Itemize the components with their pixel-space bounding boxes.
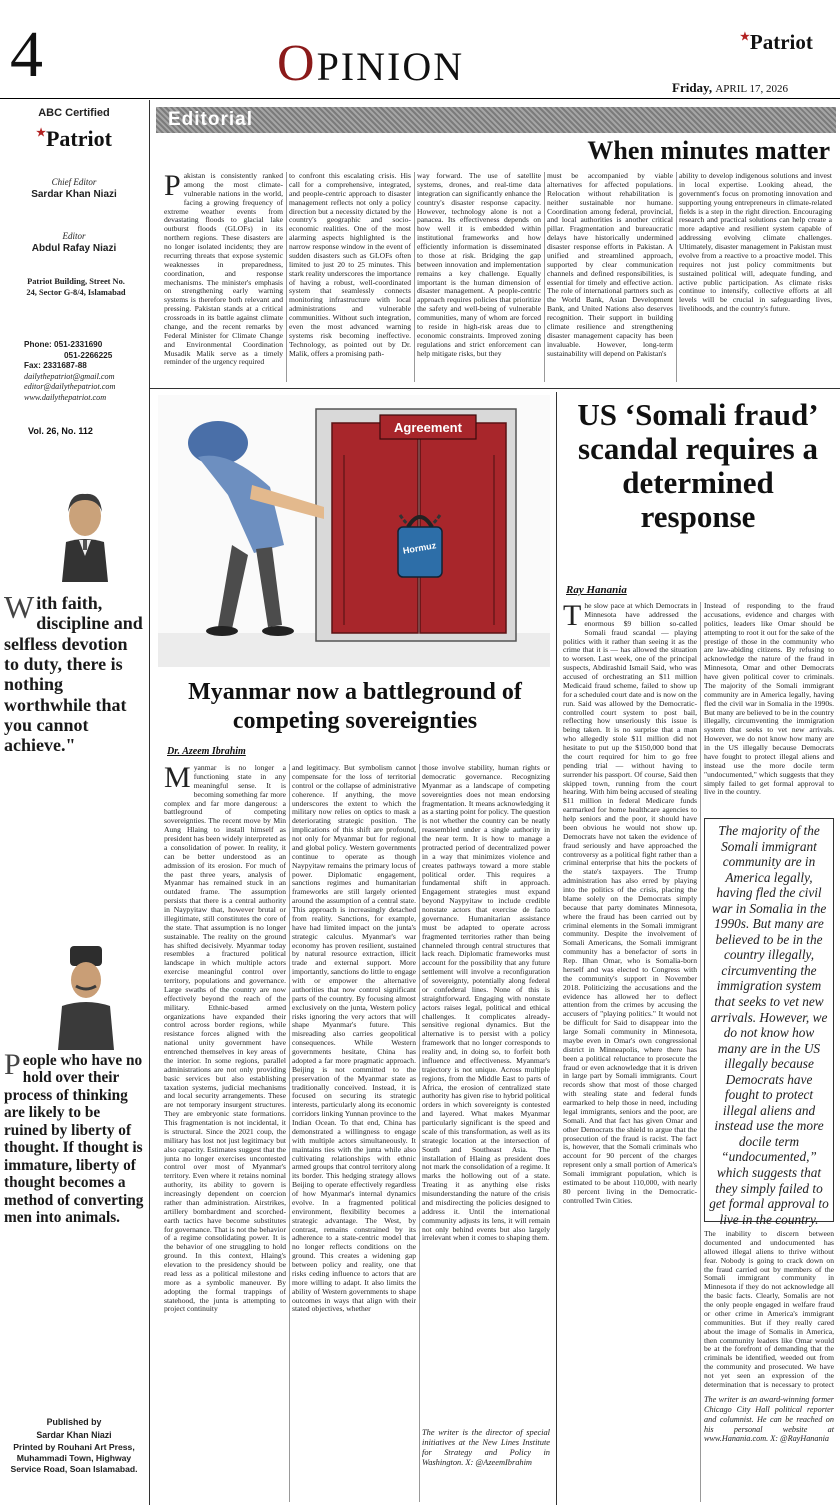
myanmar-col-2: and legitimacy. But symbolism cannot compensate for the loss of territorial control or the collapse of administrative coherence. If anything, the move underscores the extent to which the military now relies on optics to mask a deteriorating strategic position. The implications of this shift are profound, not only for Myanmar but for regional and global policy. Western governments continue to operate as though Naypyitaw remains the primary locus of power. Diplomatic engagement, sanctions regimes and humanitarian frameworks are still largely oriented around the assumption of a central state. This approach is increasingly detached from reality. Sanctions, for example, have had limited impact on the junta's strategic calculus. Myanmar's war economy has proven resilient, sustained by natural resource extraction, illicit trade and external support. More importantly, sanctions do little to engage with or empower the alternative authorities that now control significant parts of the country. By focusing almost exclusively on the junta, Western policy risks ignoring the very actors that will shape Myanmar's future. This misreading also carries geopolitical consequences. While Western governments hesitate, China has adopted a far more pragmatic approach. Beijing is not committed to the preservation of the Myanmar state as traditionally conceived. Instead, it is focused on securing its strategic interests, particularly along its economic corridors linking Yunnan province to the Indian Ocean. To that end, China has demonstrated a willingness to engage with multiple actors simultaneously. It maintains ties with the junta while also cultivating relationships with ethnic armed groups that control territory along its border. This hedging strategy allows Beijing to operate effectively regardless of how Myanmar's internal dynamics evolve. In a fragmented political environment, flexibility becomes a strategic advantage. The West, by contrast, remains constrained by its adherence to a state-centric model that no longer reflects conditions on the ground. This creates a widening gap between policy and reality, one that risks ceding influence to actors that are more willing to adapt. It also limits the ability of Western governments to shape outcomes in ways that align with their stated objectives, whether	[292, 764, 416, 1314]
somali-pullquote: The majority of the Somali immigrant community are in America legally, having fled the civil war in Somalia in the 1990s. But many are believed to be in the country illegally, circumventing the immigration system that seeks to vet new arrivals. However, we do not know how many are in the US illegally because Democrats have fought to protect illegal aliens and instead use the more docile term “undocumented,” which suggests that they simply failed to get formal approval to live in the country.	[704, 818, 834, 1222]
somali-author-note: The writer is an award-winning former Chicago City Hall political reporter and columnist. He can be reached on his personal website at www.Hanania.com. X: @RayHanania	[704, 1395, 834, 1444]
fax: Fax: 2331687-88	[24, 361, 87, 370]
editorial-col-3: way forward. The use of satellite systems, drones, and real-time data integration can significantly enhance the country's disaster response capacity. However, technology alone is not a panacea. Its effectiveness depends on how well it is embedded within institutional frameworks and how efficiently information is disseminated to those at risk. Bridging the gap between innovation and implementation remains a key challenge. Equally important is the human dimension of disaster management. A people-centric approach requires policies that prioritize the safety and well-being of vulnerable communities, many of whom are forced to reside in high-risk areas due to economic constraints. Improved zoning regulations and strict enforcement can help mitigate risks, but they	[417, 172, 541, 358]
editor-label: Editor	[62, 231, 86, 241]
somali-byline[interactable]: Ray Hanania	[566, 584, 627, 596]
myanmar-author-note: The writer is the director of special initiatives at the New Lines Institute for Strategy and Policy in Washington. X: @AzeemIbrahim	[422, 1428, 550, 1468]
left-sidebar	[0, 100, 148, 1505]
myanmar-col-3: those involve stability, human rights or democratic governance. Recognizing Myanmar as a landscape of competing sovereignties does not mean endorsing fragmentation. It means acknowledging it as a starting point for policy. The question is not whether the country can be neatly reassembled under a single authority in the near term. It is how to manage a protracted period of decentralized power in a way that minimizes violence and creates pathways toward a more stable political order. This requires a fundamental shift in approach. Engagement strategies must expand beyond Naypyitaw to include credible nonstate actors that exercise de facto governance. Humanitarian assistance must be adapted to operate across fragmented territories rather than being channeled through central structures that lack reach. Diplomatic frameworks must account for the possibility that any future settlement will involve a reconfiguration of sovereignty, potentially along federal or confederal lines. None of this is straightforward. Engaging with nonstate actors raises legal, political and ethical challenges. It complicates already-sensitive regional dynamics. But the alternative is to persist with a policy framework that no longer corresponds to reality and, in doing so, to forfeit both influence and effectiveness. Myanmar's trajectory is not unique. Across multiple regions, from the Middle East to parts of Africa, the erosion of centralized state authority has given rise to hybrid political orders in which sovereignty is contested and layered. What makes Myanmar particularly significant is the speed and scale of this transformation, as well as its strategic location at the intersection of South and Southeast Asia. The installation of Hlaing as president does not mark the consolidation of a regime. It marks the hollowing out of a state. Treating it as anything else risks misunderstanding the nature of the crisis and misdirecting the policies designed to address it. Until the international community adjusts its lens, it will remain not only behind events but also largely irrelevant when it comes to shaping them.	[422, 764, 550, 1243]
editorial-headline: When minutes matter	[587, 136, 830, 165]
editor-name: Abdul Rafay Niazi	[31, 243, 117, 254]
quote-2: People who have no hold over their process of thinking are likely to be ruined by liberty of thought. If thought is immature, liberty of thought becomes a method of converting men into animals.	[4, 1048, 144, 1226]
editorial-col-5: ability to develop indigenous solutions and invest in local expertise. Looking ahead, the government's focus on promoting innovation and supporting young entrepreneurs in climate-related fields is a step in the right direction. Encouraging research and practical solutions can help create a more adaptive and resilient system capable of addressing evolving climate challenges. Ultimately, disaster management in Pakistan must evolve from a reactive to a proactive model. This requires not just policy commitments but sustained political will, adequate funding, and active public participation. As climate risks continue to intensify, collective efforts at all levels will be crucial in safeguarding lives, livelihoods, and the country's future.	[679, 172, 832, 314]
masthead-logo: ★Patriot	[740, 30, 813, 54]
volume-number: Vol. 26, No. 112	[28, 426, 93, 436]
editorial-col-2: to confront this escalating crisis. His call for a comprehensive, integrated, and people-centric approach to disaster management reflects not only a policy direction but a necessity dictated by the country's geographic and socio-economic realities. One of the most alarming aspects highlighted is the narrow response window in the event of sudden disasters such as GLOFs often limited to just 20 to 25 minutes. This stark reality underscores the importance of having a robust, well-coordinated system that seamlessly connects monitoring infrastructure with local administrations and vulnerable communities. Without such integration, even the most advanced warning systems risk becoming ineffective. Technology, as pointed out by Dr. Malik, offers a promising path-	[289, 172, 411, 358]
publisher-name: Sardar Khan Niazi	[36, 1430, 112, 1440]
somali-col-2-bottom: The inability to discern between documented and undocumented has allowed illegal aliens to thrive without fear. Nobody is going to crack down on the fraud carried out by members of the Somali immigrant community in Minnesota if they do not acknowledge all the basic facts. Clearly, Somalis are not the only people engaged in welfare fraud or other crime in America's immigrant communities. But if they really cared about the image of Somalis in America, then community leaders like Omar would be at the forefront of demanding that the criminals be identified, weeded out from the community and prosecuted. We have not yet seen an expression of the determination that is necessary to protect	[704, 1230, 834, 1389]
abc-certified: ABC Certified	[38, 107, 110, 119]
chief-editor-label: Chief Editor	[51, 177, 97, 187]
contact-block	[24, 340, 142, 403]
myanmar-byline[interactable]: Dr. Azeem Ibrahim	[167, 746, 246, 757]
quote-1: With faith, discipline and selfless devotion to duty, there is nothing worthwhile that you cannot achieve."	[4, 589, 143, 756]
cartoon-lock-label: Hormuz	[402, 540, 437, 556]
section-title	[277, 34, 464, 93]
portrait-jinnah-image	[52, 482, 118, 582]
portrait-iqbal-image	[50, 940, 122, 1050]
editorial-col-4: must be accompanied by viable alternatives for affected populations. Relocation without rehabilitation is neither sustainable nor humane. Coordination among federal, provincial, and local authorities is another critical pillar. Fragmentation and bureaucratic delays have historically undermined disaster response efforts in Pakistan. A unified and streamlined approach, supported by clear communication channels and defined responsibilities, is essential for timely and effective action. The role of international partners such as the World Bank, Asian Development Bank, and United Nations also deserves recognition. Their support in building climate resilience and strengthening disaster management capacity has been invaluable. However, long-term sustainability will depend on Pakistan's	[547, 172, 673, 358]
editorial-banner: Editorial	[156, 107, 836, 133]
cartoon-door-label: Agreement	[394, 420, 462, 435]
myanmar-headline: Myanmar now a battleground of competing sovereignties	[188, 679, 522, 734]
editorial-col-1: Pakistan is consistently ranked among the most climate-vulnerable nations in the world, facing a growing frequency of extreme weather events from devastating floods to glacial lake outburst floods (GLOFs) in its northern regions. These disasters are no longer isolated incidents; they are recurring threats that expose systemic weaknesses in preparedness, coordination, and response mechanisms. The minister's emphasis on strengthening early warning systems is therefore both relevant and pressing. Pakistan stands at a critical crossroads in its battle against climate change, and the recent remarks by Federal Minister for Climate Change and Environmental Coordination Musadik Malik serve as a timely reminder of the urgency required	[164, 172, 283, 367]
phone: Phone: 051-2331690	[24, 340, 103, 349]
somali-col-1: The slow pace at which Democrats in Minnesota have addressed the enormous $9 billion so-called Somali fraud scandal — playing politics with it rather than seeing it as the crime that it is — has allowed the situation to worsen. Last week, one of the principal suspects, Abdirashid Ismail Said, who was accused of orchestrating an $11 million Medicaid fraud scheme, failed to show up for a scheduled court date and is now on the run. Said was allowed by the Democratic-controlled court system to post bail, reflecting how unseriously this issue is being taken. It is no surprise that a man who allegedly stole $11 million did not hesitate to put up the $150,000 bond that the court required for him to go free pending trial — without having to surrender his passport. Of course, Said then skipped town, running from the court hearing. With him being accused of stealing $11 million in federal Medicare funds earmarked for home healthcare agencies to help seniors and the poor, it should have been obvious he would not show up. Democrats have not taken the evidence of fraud seriously and have approached the controversy as a political fight rather than a criminal enterprise that hits the pockets of the state's taxpayers. The Trump administration has also erred by playing into the politics of the crisis, placing the blame solely on the Democrats simply because that party dominates Minnesota, where the fraud has been carried out by criminal elements in the Somali immigrant community. Despite the involvement of Somali Americans, the Somali immigrant community has a benefactor of sorts in Rep. Ilhan Omar, who is Somalia-born herself and was elected to Congress with the community's support in November 2018. Politicizing the accusations and the evidence has allowed her to deflect attention from the crimes by accusing the accusers of "playing politics." It would not be difficult for Said to disappear into the large Somali community in Minnesota, maybe even in Omar's own congressional district in Minneapolis, where there has been a political reluctance to prosecute the fraud or even acknowledge that it is driven in large part by Somali immigrants. Court records show that most of those charged with stealing state and federal funds earmarked to help those in need, including legal immigrants, seniors and the poor, are Somali. And that fact has given Omar and other Democrats the shield to argue that the prosecution of the fraud is racist. The fact is, however, that the Somali criminals who account for 90 percent of the charges represent only a small portion of America's Somali immigrant population, which is estimated to be about 110,000, with nearly 80 percent living in the Democratic-controlled Twin Cities.	[563, 602, 697, 1205]
sidebar-logo: ★Patriot	[36, 126, 112, 151]
myanmar-col-1: Myanmar is no longer a functioning state in any meaningful sense. It is becoming something far more complex and far more dangerous: a battleground of competing sovereignties. The recent move by Min Aung Hlaing to install himself as president has been widely interpreted as a consolidation of power. In reality, it can be better understood as an admission of its erosion. For much of the past three years, analysis of Myanmar has remained stuck in an outdated frame. The assumption persists that there is a central authority in Naypyitaw that, however brutal or illegitimate, still constitutes the core of the state. That assumption is no longer sustainable. The reality on the ground has shifted decisively. Myanmar today resembles a fractured political landscape in which multiple actors exercise meaningful control over territory, populations and governance. Large swaths of the country are now effectively beyond the reach of the military. Ethnic-based armed organizations have expanded their control across border regions, while resistance forces aligned with the national unity government have entrenched themselves in key areas of the interior. In some regions, parallel administrations are not only providing basic services but also establishing taxation systems, judicial mechanisms and local security arrangements. These are not temporary insurgent structures. They are embryonic state formations. This fragmentation is not incidental, it is structural. Since the 2021 coup, the military has lost not just legitimacy but also capacity. Estimates suggest that the junta no longer exercises uncontested control over most of Myanmar's territory. Even where it retains nominal authority, its ability to govern is increasingly dependent on coercion rather than administration. Airstrikes, artillery bombardment and scorched-earth tactics have become substitutes for governance. That is not the behavior of a regime consolidating power. It is the behavior of one struggling to hold ground. In this context, Hlaing's elevation to the presidency should be read less as a political milestone and more as a symbolic maneuver. By adopting the formal trappings of statehood, the junta is attempting to project continuity	[164, 764, 286, 1314]
email-2[interactable]: editor@dailythepatriot.com	[24, 382, 116, 391]
page-number: 4	[10, 18, 43, 91]
chief-editor-name: Sardar Khan Niazi	[31, 189, 117, 200]
issue-date: Friday, APRIL 17, 2026	[672, 80, 788, 95]
editorial-cartoon	[158, 395, 550, 667]
printer-info: Printed by Rouhani Art Press, Muhammadi Town, Highway Service Road, Soan Islamabad.	[10, 1442, 138, 1475]
website[interactable]: www.dailythepatriot.com	[24, 392, 107, 402]
somali-headline: US ‘Somali fraud’ scandal requires a determined response	[577, 397, 819, 535]
phone-2: 051-2266225	[64, 350, 113, 360]
somali-col-2-top: Instead of responding to the fraud accusations, evidence and charges with politics, leaders like Omar should be attempting to root it out for the sake of the prestige of those in the community who are law-abiding citizens. By refusing to acknowledge the nature of the fraud in Minnesota, Omar and other Democrats have given political cover to criminals. The majority of the Somali immigrant community are in America legally, having fled the civil war in Somalia in the 1990s. But many are believed to be in the country illegally, circumventing the immigration system that seeks to vet new arrivals. However, we do not know how many are in the US illegally because Democrats have fought to protect illegal aliens and instead use the more docile term "undocumented," which suggests that they simply failed to get formal approval to live in the country.	[704, 602, 834, 797]
section-title-rest: PINION	[316, 44, 465, 89]
office-address: Patriot Building, Street No. 24, Sector G-8/4, Islamabad	[26, 277, 126, 298]
section-title-first: O	[277, 35, 317, 92]
email-1[interactable]: dailythepatriot@gmail.com	[24, 371, 115, 381]
published-by-label: Published by	[46, 1417, 102, 1427]
